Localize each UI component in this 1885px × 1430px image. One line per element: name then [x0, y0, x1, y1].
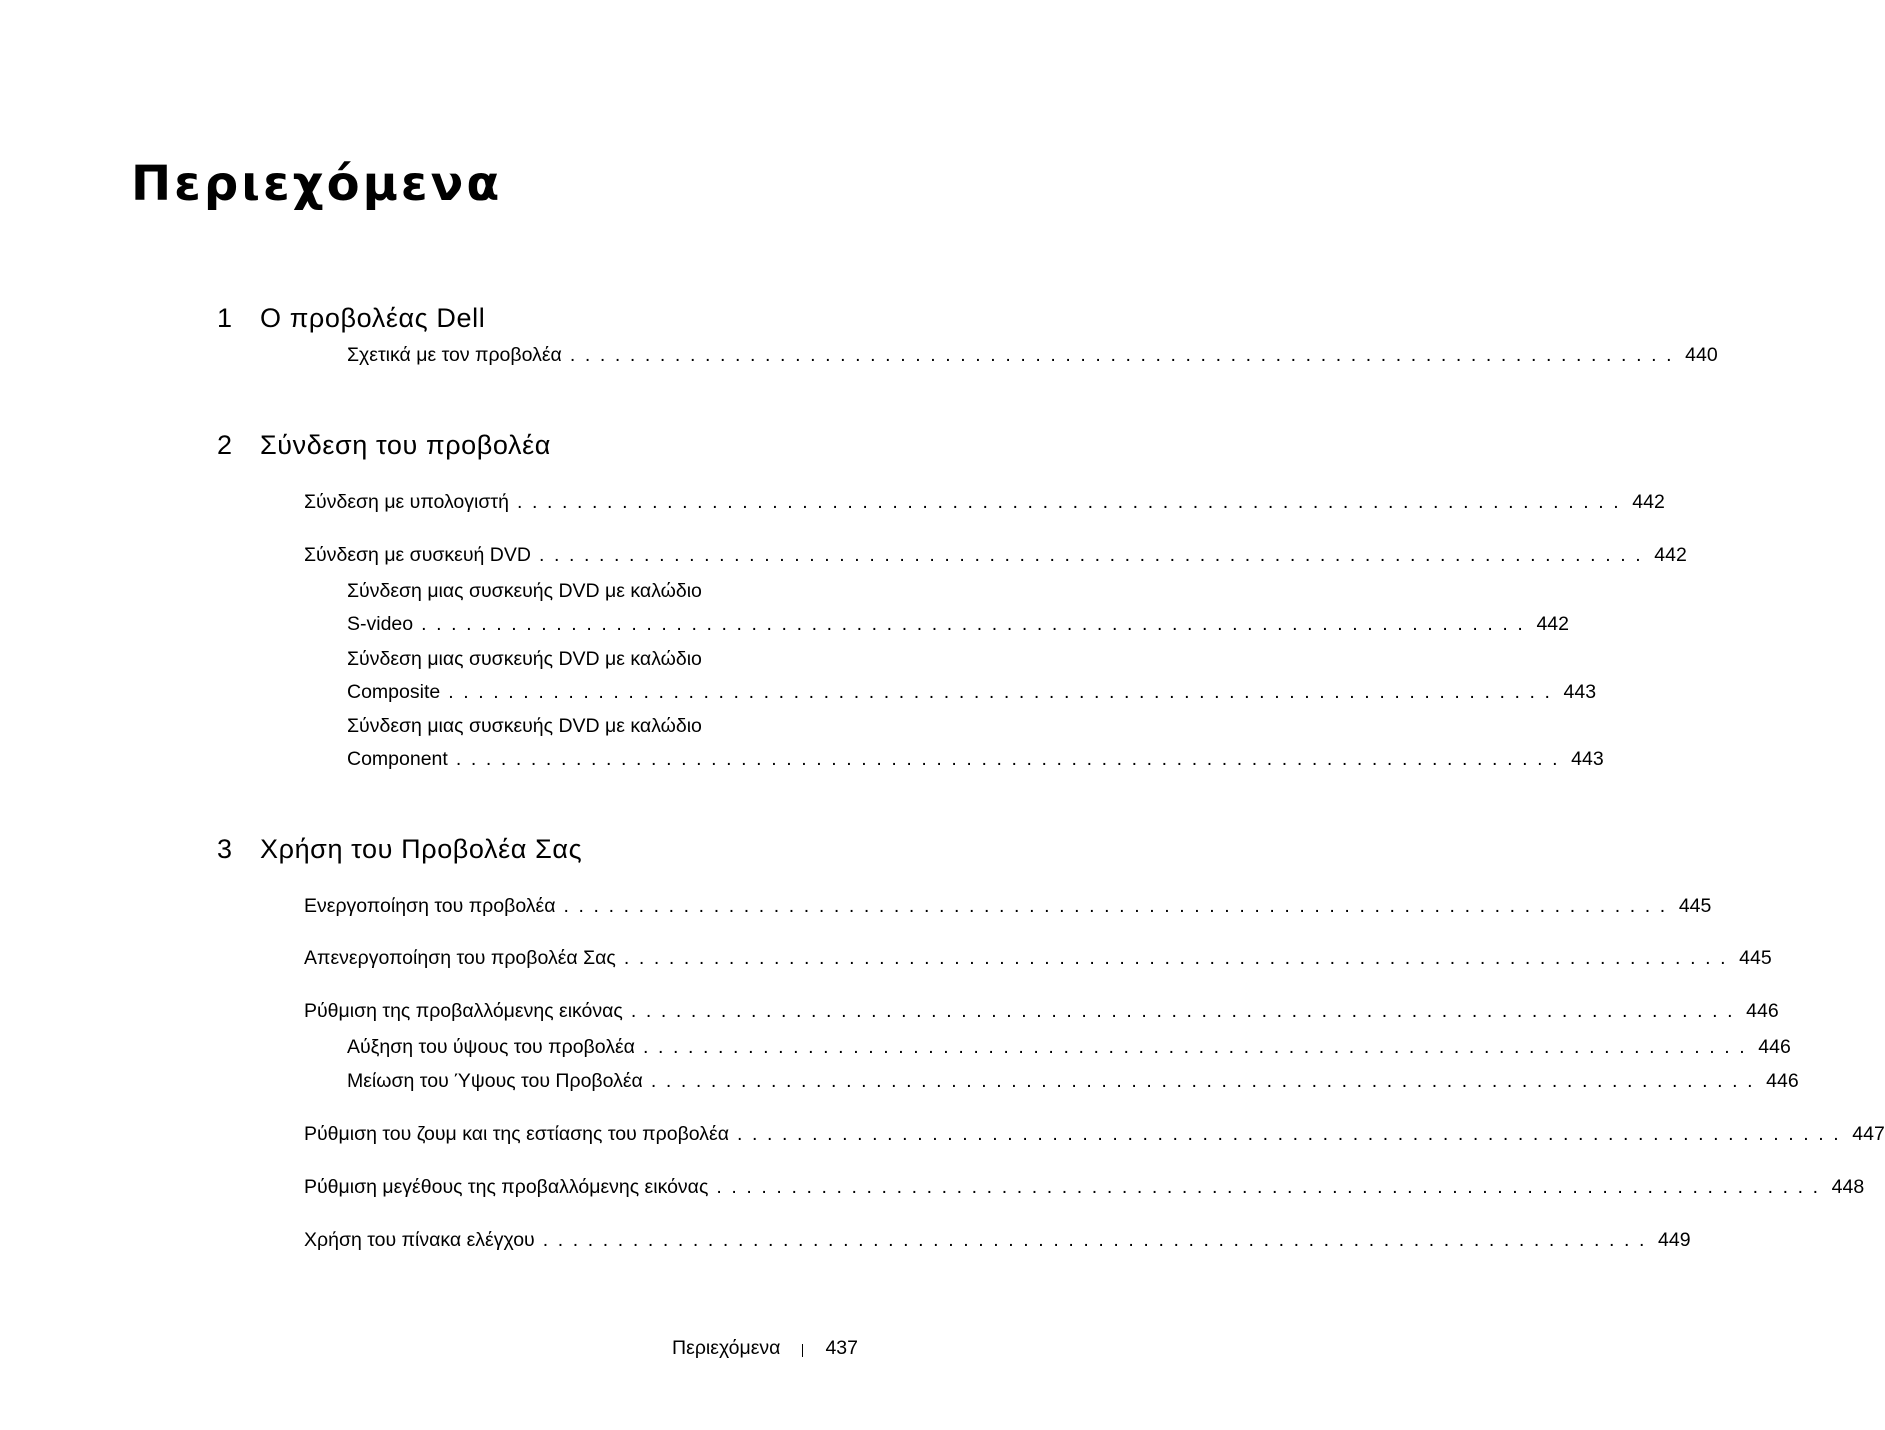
toc-entry-page: 446 [1746, 1000, 1779, 1022]
toc-entry[interactable] [304, 947, 1772, 969]
dot-leader: .......................................................................... [716, 1176, 1828, 1198]
dot-leader: .......................................................................... [421, 613, 1533, 635]
chapter-number: 3 [217, 834, 233, 864]
toc-entry-page: 443 [1563, 681, 1597, 703]
toc-entry-label-line1[interactable]: Σύνδεση μιας συσκευής DVD με καλώδιο [347, 580, 702, 602]
dot-leader: .......................................................................... [650, 1070, 1763, 1092]
dot-leader: .......................................................................... [736, 1123, 1849, 1145]
footer-divider [802, 1344, 803, 1357]
toc-entry[interactable] [347, 1070, 1799, 1092]
toc-entry-label: Ρύθμιση μεγέθους της προβαλλόμενης εικόνας [304, 1176, 709, 1198]
toc-entry[interactable] [304, 491, 1665, 513]
toc-entry[interactable] [347, 748, 1604, 770]
toc-entry-page: 443 [1571, 748, 1604, 770]
toc-entry-page: 447 [1852, 1123, 1885, 1145]
toc-entry-page: 442 [1632, 491, 1665, 513]
chapter-number: 2 [217, 430, 233, 460]
chapter-number: 1 [217, 303, 233, 333]
toc-entry-label: Σύνδεση με υπολογιστή [304, 491, 509, 513]
toc-entry[interactable] [304, 1229, 1691, 1251]
footer-page-number: 437 [825, 1337, 858, 1359]
chapter-title: Χρήση του Προβολέα Σας [260, 834, 583, 864]
toc-entry-page: 445 [1678, 895, 1712, 917]
toc-entry-label: Μείωση του Ύψους του Προβολέα [347, 1070, 643, 1092]
toc-entry-page: 446 [1758, 1036, 1791, 1058]
toc-entry-label: Composite [347, 681, 441, 703]
toc-entry-label: Σχετικά με τον προβολέα [347, 344, 562, 366]
toc-entry[interactable] [347, 344, 1718, 366]
toc-entry-label-line1[interactable]: Σύνδεση μιας συσκευής DVD με καλώδιο [347, 715, 702, 737]
toc-entry[interactable] [347, 1036, 1791, 1058]
dot-leader: .......................................................................... [623, 947, 1736, 969]
dot-leader: .......................................................................... [542, 1229, 1655, 1251]
chapter-heading-2[interactable] [217, 432, 551, 459]
toc-entry-page: 440 [1685, 344, 1718, 366]
toc-entry-page: 445 [1739, 947, 1772, 969]
toc-entry-label: Αύξηση του ύψους του προβολέα [347, 1036, 635, 1058]
chapter-title: Σύνδεση του προβολέα [260, 430, 551, 460]
dot-leader: .......................................................................... [642, 1036, 1755, 1058]
toc-entry-page: 442 [1536, 613, 1569, 635]
toc-entry[interactable] [347, 613, 1569, 635]
toc-entry-label: Ενεργοποίηση του προβολέα [304, 895, 556, 917]
toc-entry[interactable] [304, 895, 1712, 917]
toc-entry-label: Ρύθμιση της προβαλλόμενης εικόνας [304, 1000, 623, 1022]
toc-entry-page: 448 [1831, 1176, 1865, 1198]
toc-entry-label-line1[interactable]: Σύνδεση μιας συσκευής DVD με καλώδιο [347, 648, 702, 670]
chapter-title: Ο προβολέας Dell [260, 303, 486, 333]
chapter-heading-3[interactable] [217, 836, 582, 863]
toc-entry[interactable] [347, 681, 1597, 703]
dot-leader: .......................................................................... [448, 681, 1560, 703]
toc-entry-label: Component [347, 748, 448, 770]
toc-entry-label: Χρήση του πίνακα ελέγχου [304, 1229, 535, 1251]
chapter-heading-1[interactable] [217, 305, 485, 332]
dot-leader: .......................................................................... [630, 1000, 1743, 1022]
page-footer [672, 1339, 858, 1359]
toc-entry-label: S-video [347, 613, 414, 635]
toc-entry[interactable] [304, 1176, 1865, 1198]
toc-entry[interactable] [304, 1123, 1885, 1145]
page-title: Περιεχόμενα [131, 156, 503, 212]
toc-entry[interactable] [304, 1000, 1779, 1022]
footer-section-title: Περιεχόμενα [672, 1337, 781, 1359]
toc-entry-page: 442 [1654, 544, 1687, 566]
toc-entry-label: Ρύθμιση του ζουμ και της εστίασης του προβολέα [304, 1123, 729, 1145]
toc-entry-page: 446 [1766, 1070, 1799, 1092]
dot-leader: .......................................................................... [538, 544, 1651, 566]
toc-entry-label: Απενεργοποίηση του προβολέα Σας [304, 947, 616, 969]
toc-entry-label: Σύνδεση με συσκευή DVD [304, 544, 531, 566]
dot-leader: .......................................................................... [563, 895, 1675, 917]
dot-leader: .......................................................................... [516, 491, 1629, 513]
toc-entry-page: 449 [1658, 1229, 1691, 1251]
dot-leader: .......................................................................... [569, 344, 1682, 366]
dot-leader: .......................................................................... [455, 748, 1568, 770]
toc-entry[interactable] [304, 544, 1687, 566]
